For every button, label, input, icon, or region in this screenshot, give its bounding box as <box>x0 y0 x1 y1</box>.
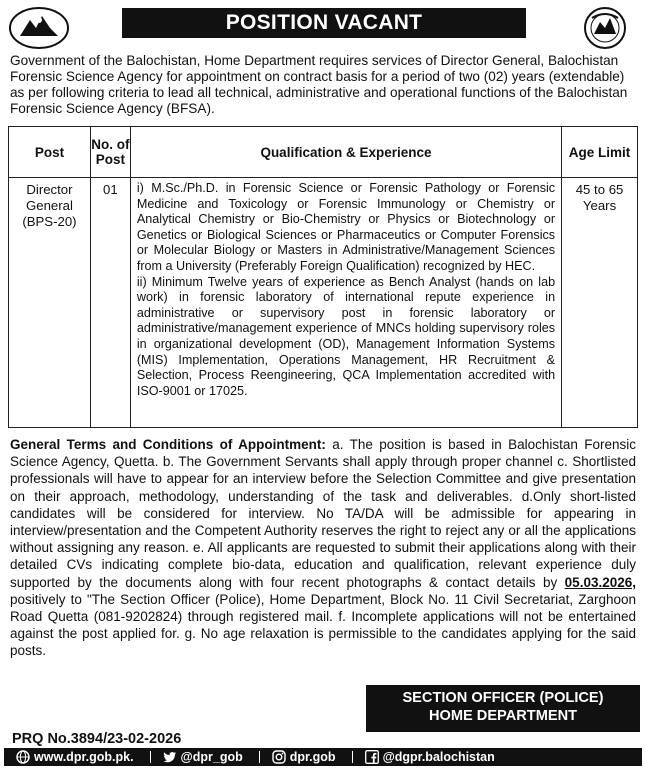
header-qualification: Qualification & Experience <box>130 127 561 178</box>
footer-website-text: www.dpr.gob.pk. <box>34 750 134 764</box>
footer-facebook-text: @dgpr.balochistan <box>382 750 495 764</box>
footer-divider <box>150 751 151 763</box>
instagram-icon <box>272 750 286 764</box>
balochistan-emblem-icon <box>8 6 70 50</box>
footer-bar <box>4 748 642 766</box>
footer-twitter[interactable] <box>163 750 243 764</box>
qualification-item: i) M.Sc./Ph.D. in Forensic Science or Forensic Pathology or Forensic Medicine and Toxicology or Forensic Immunology or Chemistry or Analytical Chemistry or Bio-Chemistry or Physics or Biotechnology or Genetics or Biological Sciences or Pharmaceutics or Computer Forensics or Molecular Biology or Masters in Administrative/Management Sciences from a University (Preferably Foreign Qualification) recognized by HEC. <box>136 181 556 273</box>
footer-twitter-text: @dpr_gob <box>180 750 243 764</box>
footer-divider <box>259 751 260 763</box>
no-of-post-cell: 01 <box>90 178 130 428</box>
footer-instagram[interactable] <box>272 750 336 764</box>
table-header-row <box>9 127 638 178</box>
experience-item: ii) Minimum Twelve years of experience as Bench Analyst (hands on lab work) in forensic laboratory of international repute experience in administrative or supervisory post in forensic laboratory or administrative/management experience of MNCs holding supervisory roles in organizational development (OD), Management Information Systems (MIS) Implementation, Operations Management, HR Recruitment & Selection, Process Reengineering, QCA Implementation accredited with ISO-9001 or 17025. <box>136 274 556 398</box>
signature-department: HOME DEPARTMENT <box>428 708 578 724</box>
terms-body-part-1: a. The position is based in Balochistan Forensic Science Agency, Quetta. b. The Government Servants shall apply through proper channel c. Shortlisted professionals will have to appear for an interview before the Selection Committee and give presentation on their approach, methodology, understanding of the task and deliverables. d.Only short-listed candidates will be considered for interview. No TA/DA will be admissible for appearing in interview/presentation and the Competent Authority reserves the right to reject any or all the applications without assigning any reason. e. All applicants are requested to submit their applications along with their detailed CVs indicating complete bio-data, education and qualification, relevant experience duly supported by the documents along with four recent photographs & contact details by <box>10 437 636 590</box>
signature-title: SECTION OFFICER (POLICE) <box>402 690 604 706</box>
terms-heading: General Terms and Conditions of Appointment: <box>10 437 326 452</box>
table-row <box>9 178 638 428</box>
header-age-limit: Age Limit <box>562 127 638 178</box>
terms-body-part-2: positively to "The Section Officer (Police), Home Department, Block No. 11 Civil Secretariat, Zarghoon Road Quetta (081-9202824) through registered mail. f. Incomplete applications will not be entertained against the post applied for. g. No age relaxation is permissible to the candidates applying for the said posts. <box>10 591 636 659</box>
government-seal-icon <box>574 6 636 50</box>
page-title: POSITION VACANT <box>122 8 526 38</box>
footer-website[interactable] <box>16 750 134 764</box>
deadline-date: 05.03.2026, <box>564 574 636 590</box>
footer-facebook[interactable] <box>365 750 495 764</box>
intro-paragraph: Government of the Balochistan, Home Department requires services of Director General, Balochistan Forensic Science Agency for appointment on contract basis for a period of two (02) years (extendable) as per following criteria to lead all technical, administrative and operational functions of the Balochistan Forensic Science Agency (BFSA). <box>10 53 628 116</box>
facebook-icon <box>365 750 379 764</box>
signature-block <box>366 685 640 732</box>
terms-paragraph <box>10 436 636 660</box>
footer-divider <box>352 751 353 763</box>
footer-instagram-text: dpr.gob <box>289 750 336 764</box>
age-limit-cell: 45 to 65 Years <box>562 178 638 428</box>
twitter-icon <box>163 750 177 764</box>
header-post: Post <box>9 127 91 178</box>
post-cell: Director General (BPS-20) <box>9 178 91 428</box>
qualification-cell <box>130 178 561 428</box>
prq-number: PRQ No.3894/23-02-2026 <box>12 731 182 747</box>
positions-table <box>8 126 638 428</box>
header-no-of-post: No. of Post <box>90 127 130 178</box>
globe-icon <box>16 750 30 764</box>
